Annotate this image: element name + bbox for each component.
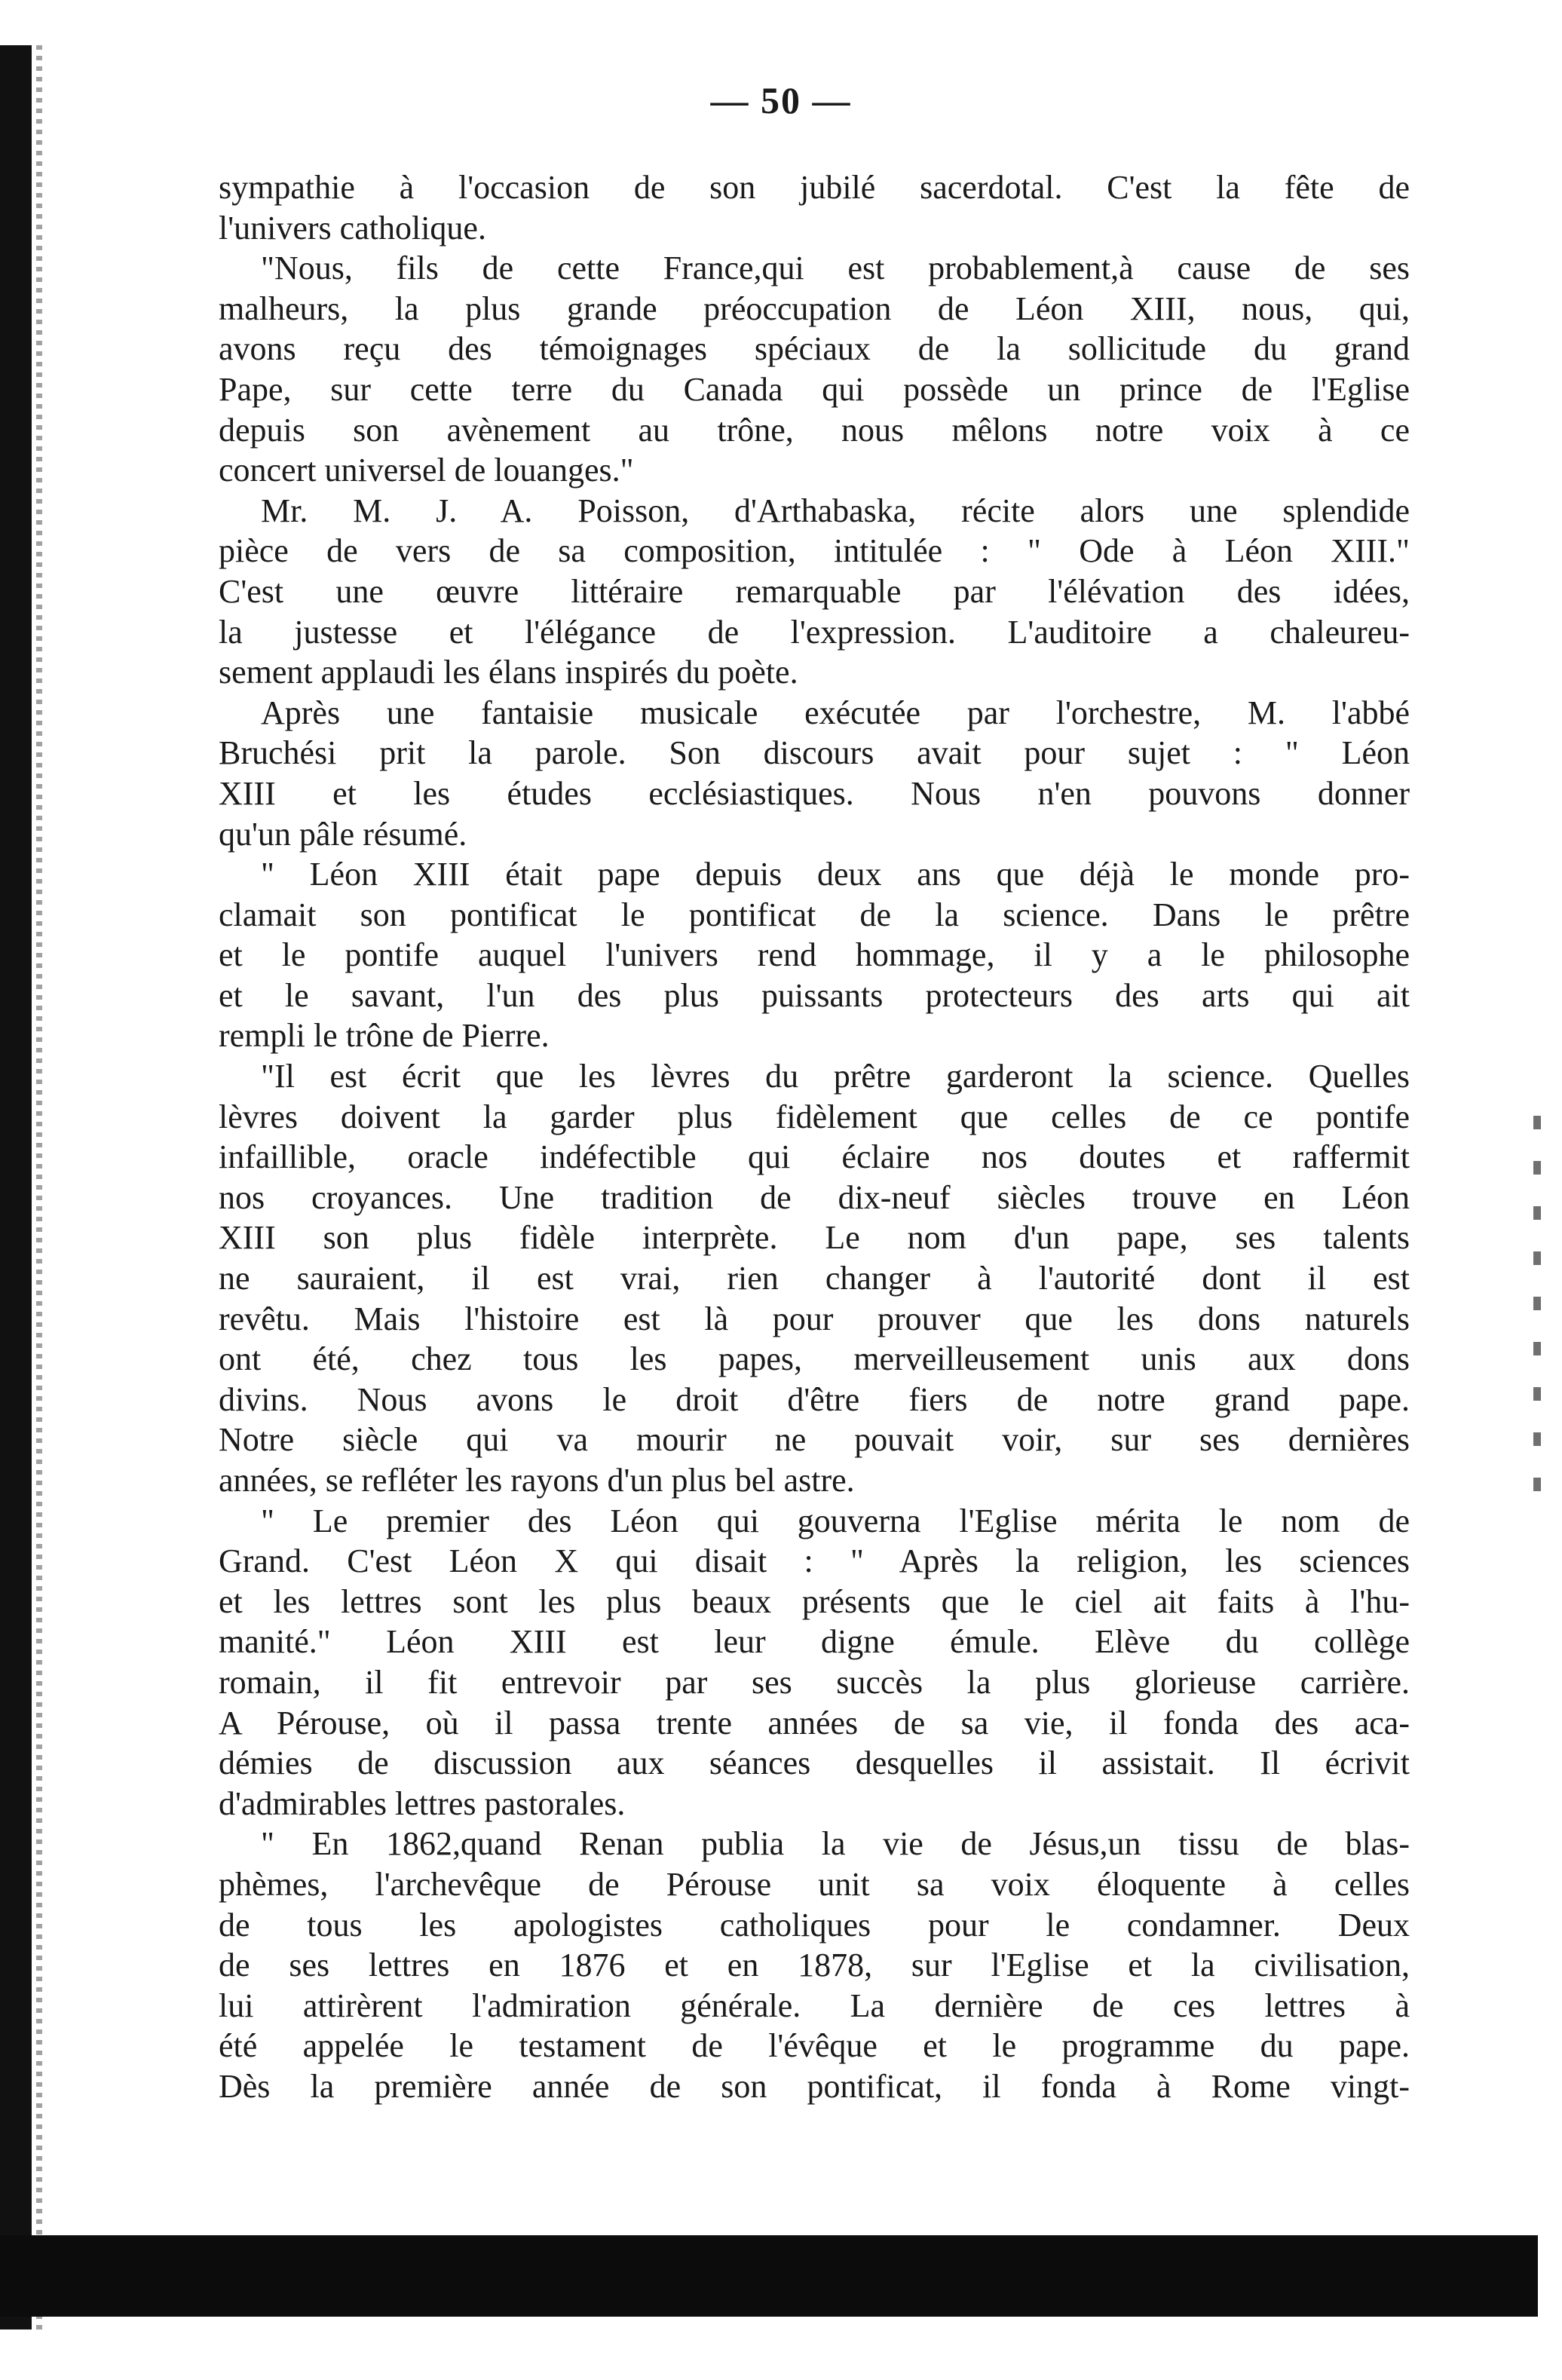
- text-line: Grand. C'est Léon X qui disait : " Après la religion, les sciences: [219, 1542, 1410, 1580]
- text-line: Bruchési prit la parole. Son discours avait pour sujet : " Léon: [219, 734, 1410, 772]
- text-line: et le pontife auquel l'univers rend hommage, il y a le philosophe: [219, 936, 1410, 974]
- text-line: C'est une œuvre littéraire remarquable par l'élévation des idées,: [219, 572, 1410, 610]
- text-line: malheurs, la plus grande préoccupation de Léon XIII, nous, qui,: [219, 289, 1410, 327]
- text-line: ont été, chez tous les papes, merveilleusement unis aux dons: [219, 1340, 1410, 1378]
- text-line: " Léon XIII était pape depuis deux ans que déjà le monde pro-: [261, 856, 1410, 893]
- text-line: et le savant, l'un des plus puissants protecteurs des arts qui ait: [219, 976, 1410, 1014]
- text-line: lui attirèrent l'admiration générale. La dernière de ces lettres à: [219, 1986, 1410, 2024]
- text-line: XIII son plus fidèle interprète. Le nom d'un pape, ses talents: [219, 1219, 1410, 1257]
- scan-bottom-band: [0, 2235, 1538, 2317]
- text-line: "Nous, fils de cette France,qui est probablement,à cause de ses: [261, 250, 1410, 287]
- text-line: "Il est écrit que les lèvres du prêtre garderont la science. Quelles: [261, 1058, 1410, 1095]
- text-line: pièce de vers de sa composition, intitulée : " Ode à Léon XIII.": [219, 532, 1410, 570]
- text-line: sement applaudi les élans inspirés du poète.: [219, 654, 798, 691]
- text-line: " En 1862,quand Renan publia la vie de Jésus,un tissu de blas-: [261, 1825, 1410, 1863]
- text-line: lèvres doivent la garder plus fidèlement que celles de ce pontife: [219, 1098, 1410, 1135]
- text-line: l'univers catholique.: [219, 209, 486, 247]
- text-line: romain, il fit entrevoir par ses succès la plus glorieuse carrière.: [219, 1663, 1410, 1701]
- text-line: sympathie à l'occasion de son jubilé sacerdotal. C'est la fête de: [219, 169, 1410, 206]
- text-line: et les lettres sont les plus beaux présents que le ciel ait faits à l'hu-: [219, 1582, 1410, 1620]
- text-line: revêtu. Mais l'histoire est là pour prouver que les dons naturels: [219, 1300, 1410, 1337]
- text-line: " Le premier des Léon qui gouverna l'Eglise mérita le nom de: [261, 1502, 1410, 1539]
- text-line: infaillible, oracle indéfectible qui éclaire nos doutes et raffermit: [219, 1138, 1410, 1176]
- text-line: la justesse et l'élégance de l'expression. L'auditoire a chaleureu-: [219, 613, 1410, 651]
- text-line: nos croyances. Une tradition de dix-neuf siècles trouve en Léon: [219, 1178, 1410, 1216]
- text-line: Mr. M. J. A. Poisson, d'Arthabaska, récite alors une splendide: [261, 492, 1410, 529]
- text-line: qu'un pâle résumé.: [219, 815, 467, 853]
- text-line: rempli le trône de Pierre.: [219, 1017, 550, 1055]
- body-text: [219, 167, 1410, 2107]
- text-line: de ses lettres en 1876 et en 1878, sur l'Eglise et la civilisation,: [219, 1947, 1410, 1984]
- text-line: manité." Léon XIII est leur digne émule. Elève du collège: [219, 1623, 1410, 1661]
- text-line: Notre siècle qui va mourir ne pouvait voir, sur ses dernières: [219, 1421, 1410, 1459]
- text-line: XIII et les études ecclésiastiques. Nous n'en pouvons donner: [219, 774, 1410, 812]
- scan-binding-edge: [0, 45, 32, 2329]
- text-line: A Pérouse, où il passa trente années de sa vie, il fonda des aca-: [219, 1704, 1410, 1741]
- text-line: clamait son pontificat le pontificat de la science. Dans le prêtre: [219, 896, 1410, 933]
- scan-edge-marks: [1533, 1116, 1541, 1493]
- page-number: — 50 —: [710, 79, 852, 121]
- text-line: de tous les apologistes catholiques pour le condamner. Deux: [219, 1906, 1410, 1944]
- text-line: Dès la première année de son pontificat, il fonda à Rome vingt-: [219, 2067, 1410, 2105]
- text-line: été appelée le testament de l'évêque et le programme du pape.: [219, 2027, 1410, 2065]
- text-line: Pape, sur cette terre du Canada qui possède un prince de l'Eglise: [219, 370, 1410, 408]
- text-line: avons reçu des témoignages spéciaux de la sollicitude du grand: [219, 330, 1410, 368]
- text-line: démies de discussion aux séances desquelles il assistait. Il écrivit: [219, 1744, 1410, 1782]
- text-line: ne sauraient, il est vrai, rien changer à l'autorité dont il est: [219, 1260, 1410, 1297]
- text-line: années, se refléter les rayons d'un plus bel astre.: [219, 1462, 855, 1499]
- text-line: Après une fantaisie musicale exécutée par l'orchestre, M. l'abbé: [261, 694, 1410, 731]
- text-line: phèmes, l'archevêque de Pérouse unit sa voix éloquente à celles: [219, 1865, 1410, 1903]
- text-line: depuis son avènement au trône, nous mêlons notre voix à ce: [219, 411, 1410, 449]
- text-line: divins. Nous avons le droit d'être fiers de notre grand pape.: [219, 1380, 1410, 1418]
- text-line: d'admirables lettres pastorales.: [219, 1784, 626, 1822]
- text-line: concert universel de louanges.": [219, 452, 634, 489]
